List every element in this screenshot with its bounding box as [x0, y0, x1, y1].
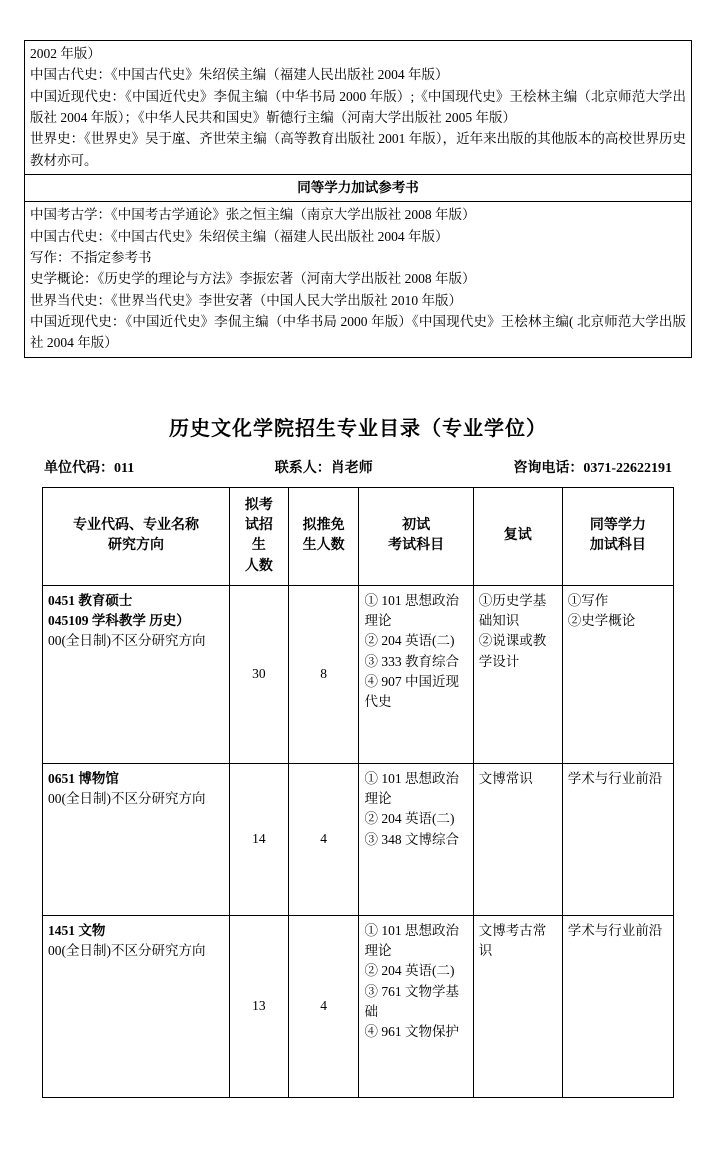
reference-line: 史学概论：《历史学的理论与方法》李振宏著（河南大学出版社 2008 年版）: [30, 271, 476, 287]
table-row: [43, 763, 674, 915]
document-page: [0, 40, 716, 1171]
reference-section-header: 同等学力加试参考书: [25, 174, 692, 202]
cell-extra-exam: 学术与行业前沿: [562, 763, 673, 915]
table-row: [43, 585, 674, 763]
major-catalog-table: [42, 487, 674, 1098]
col-header-major: 专业代码、专业名称 研究方向: [43, 487, 230, 585]
reference-line: 中国考古学：《中国考古学通论》张之恒主编（南京大学出版社 2008 年版）: [30, 207, 476, 223]
reference-line: 2002 年版）: [30, 46, 101, 61]
table-row: [25, 202, 692, 357]
reference-line: 世界史：《世界史》吴于廑、齐世荣主编（高等教育出版社 2001 年版），近年来出版的其他版本的高校世界历史教材亦可。: [30, 131, 686, 168]
contact-person: 联系人：肖老师: [274, 460, 373, 476]
cell-extra-exam: ①写作 ②史学概论: [562, 585, 673, 763]
col-header-first-exam: 初试 考试科目: [359, 487, 473, 585]
cell-major-name: 0651 博物馆 00(全日制)不区分研究方向: [43, 763, 230, 915]
table-row: [25, 41, 692, 175]
cell-first-exam: ① 101 思想政治理论 ② 204 英语(二) ③ 348 文博综合: [359, 763, 473, 915]
info-row: [38, 457, 678, 477]
cell-exempt-count: 4: [288, 915, 359, 1097]
cell-exempt-count: 4: [288, 763, 359, 915]
cell-plan-count: 30: [230, 585, 289, 763]
col-header-plan-count: 拟考 试招 生 人数: [230, 487, 289, 585]
cell-plan-count: 13: [230, 915, 289, 1097]
cell-exempt-count: 8: [288, 585, 359, 763]
cell-extra-exam: 学术与行业前沿: [562, 915, 673, 1097]
reference-line: 中国古代史：《中国古代史》朱绍侯主编（福建人民出版社 2004 年版）: [30, 228, 449, 244]
cell-retest: 文博常识: [473, 763, 562, 915]
table-row: [25, 174, 692, 202]
reference-line: 中国近现代史：《中国近代史》李侃主编（中华书局 2000 年版）《中国现代史》王桧林主编( 北京师范大学出版社 2004 年版）: [30, 314, 686, 351]
cell-major-name: 0451 教育硕士 045109 学科教学 历史） 00(全日制)不区分研究方向: [43, 585, 230, 763]
table-row: [43, 915, 674, 1097]
reference-top-block: [25, 41, 692, 175]
reference-line: 世界当代史：《世界当代史》李世安著（中国人民大学出版社 2010 年版）: [30, 292, 462, 308]
cell-retest: ①历史学基础知识 ②说课或教学设计: [473, 585, 562, 763]
col-header-retest: 复试: [473, 487, 562, 585]
reference-line: 中国近现代史：《中国近代史》李侃主编（中华书局 2000 年版）;《中国现代史》王桧林主编（北京师范大学出版社 2004 年版）；《中华人民共和国史》靳德行主编（河南大学出版社 2005 年版）: [30, 88, 686, 125]
contact-phone: 咨询电话：0371-22622191: [513, 460, 672, 476]
unit-code: 单位代码：011: [44, 460, 135, 476]
page-title: 历史文化学院招生专业目录（专业学位）: [169, 417, 547, 440]
cell-first-exam: ① 101 思想政治理论 ② 204 英语(二) ③ 333 教育综合 ④ 907 中国近现代史: [359, 585, 473, 763]
cell-major-name: 1451 文物 00(全日制)不区分研究方向: [43, 915, 230, 1097]
cell-plan-count: 14: [230, 763, 289, 915]
reference-bottom-block: [25, 202, 692, 357]
col-header-exempt-count: 拟推免 生人数: [288, 487, 359, 585]
reference-books-table: [24, 40, 692, 358]
col-header-extra-exam: 同等学力 加试科目: [562, 487, 673, 585]
cell-first-exam: ① 101 思想政治理论 ② 204 英语(二) ③ 761 文物学基础 ④ 961 文物保护: [359, 915, 473, 1097]
reference-line: 中国古代史：《中国古代史》朱绍侯主编（福建人民出版社 2004 年版）: [30, 67, 449, 83]
table-header-row: [43, 487, 674, 585]
cell-retest: 文博考古常识: [473, 915, 562, 1097]
reference-line: 写作：不指定参考书: [30, 250, 152, 266]
